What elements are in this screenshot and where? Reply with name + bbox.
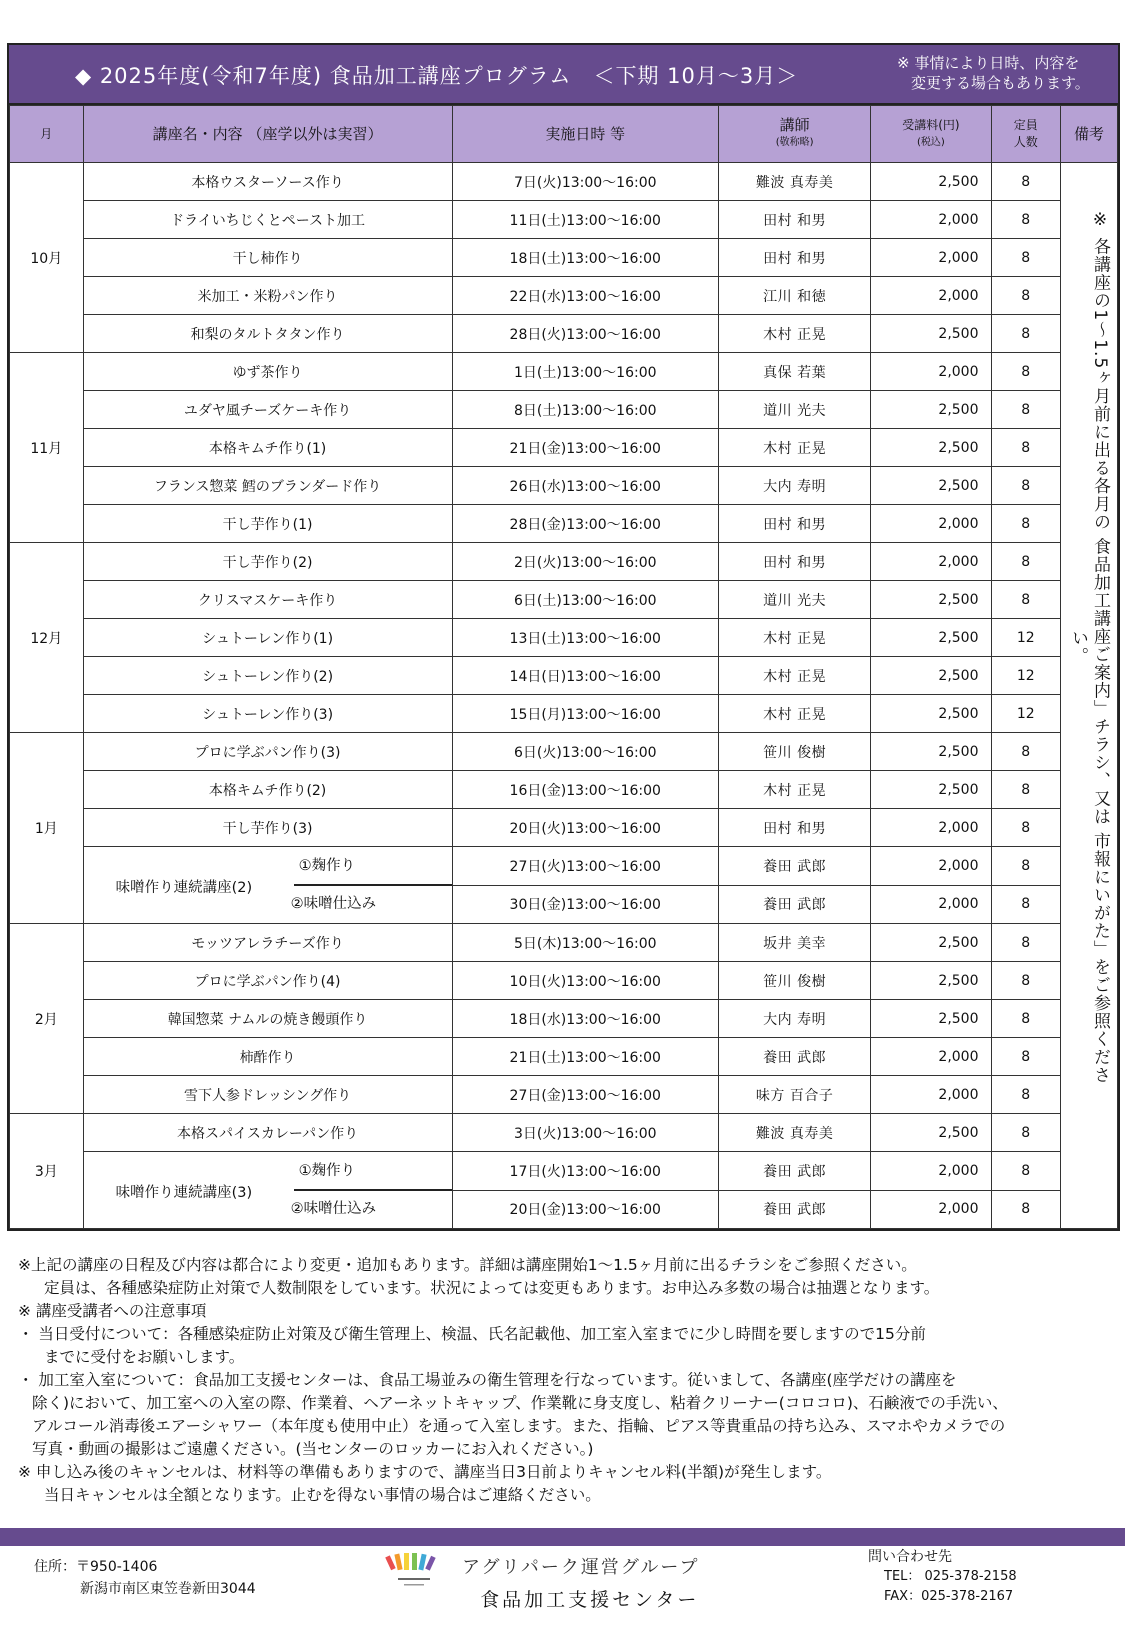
course-name: ゆず茶作り <box>83 353 452 391</box>
course-capacity: 8 <box>991 505 1060 543</box>
course-teacher: 難波 真寿美 <box>718 1114 870 1152</box>
table-row <box>10 353 1118 391</box>
organization-block <box>462 1553 699 1612</box>
course-fee: 2,500 <box>871 771 991 809</box>
course-fee: 2,000 <box>871 353 991 391</box>
month-february: 2月 <box>10 924 84 1114</box>
month-november: 11月 <box>10 353 84 543</box>
course-teacher: 味方 百合子 <box>718 1076 870 1114</box>
course-capacity: 8 <box>991 315 1060 353</box>
table-row <box>10 695 1118 733</box>
note-line: ・ 当日受付について：各種感染症防止対策及び衛生管理上、検温、氏名記載他、加工室入室までに少し時間を要しますので15分前 <box>18 1325 926 1343</box>
course-date: 1日(土)13:00～16:00 <box>452 353 718 391</box>
course-capacity: 8 <box>991 1152 1060 1191</box>
course-teacher: 養田 武郎 <box>718 1190 870 1229</box>
course-capacity: 8 <box>991 277 1060 315</box>
course-capacity: 8 <box>991 885 1060 924</box>
header-fee-sub: (税込) <box>917 137 945 148</box>
course-date: 6日(土)13:00～16:00 <box>452 581 718 619</box>
course-fee: 2,500 <box>871 657 991 695</box>
course-date: 27日(金)13:00～16:00 <box>452 1076 718 1114</box>
course-date: 2日(火)13:00～16:00 <box>452 543 718 581</box>
table-header-row <box>10 106 1118 163</box>
course-fee: 2,500 <box>871 733 991 771</box>
page-title: ◆ 2025年度(令和7年度) 食品加工講座プログラム ＜下期 10月～3月＞ <box>75 64 799 88</box>
course-date: 30日(金)13:00～16:00 <box>452 885 718 924</box>
note-line: ※ 講座受講者への注意事項 <box>18 1302 207 1320</box>
change-notice <box>897 53 1090 93</box>
organization-group: アグリパーク運営グループ <box>462 1557 700 1578</box>
course-teacher: 養田 武郎 <box>718 847 870 886</box>
course-capacity: 8 <box>991 771 1060 809</box>
miso-series-mar <box>84 1152 452 1228</box>
table-row <box>10 619 1118 657</box>
course-fee: 2,000 <box>871 1152 991 1191</box>
course-name: クリスマスケーキ作り <box>83 581 452 619</box>
table-row <box>10 962 1118 1000</box>
course-capacity: 12 <box>991 619 1060 657</box>
contact-block <box>868 1547 1017 1607</box>
note-line: 定員は、各種感染症防止対策で人数制限をしています。状況によっては変更もあります。お申込み多数の場合は抽選となります。 <box>44 1279 940 1297</box>
course-fee: 2,500 <box>871 695 991 733</box>
course-name: 干し芋作り(2) <box>83 543 452 581</box>
table-row <box>10 733 1118 771</box>
course-name: 本格ウスターソース作り <box>83 163 452 201</box>
course-teacher: 養田 武郎 <box>718 1038 870 1076</box>
month-october: 10月 <box>10 163 84 353</box>
header-teacher-sub: (敬称略) <box>775 137 814 148</box>
header-teacher-label: 講師 <box>779 116 810 134</box>
course-fee: 2,500 <box>871 391 991 429</box>
course-name: ①麹作り <box>298 1163 356 1179</box>
course-capacity: 8 <box>991 1190 1060 1229</box>
course-fee: 2,000 <box>871 885 991 924</box>
notes-section <box>18 1254 1113 1507</box>
course-fee: 2,500 <box>871 1000 991 1038</box>
course-fee: 2,500 <box>871 467 991 505</box>
miso-series-cell-jan <box>83 847 452 924</box>
course-teacher: 田村 和男 <box>718 201 870 239</box>
course-date: 5日(木)13:00～16:00 <box>452 924 718 962</box>
course-name: ②味噌仕込み <box>290 1201 377 1217</box>
course-capacity: 8 <box>991 353 1060 391</box>
course-teacher: 難波 真寿美 <box>718 163 870 201</box>
course-teacher: 真保 若葉 <box>718 353 870 391</box>
course-fee: 2,500 <box>871 581 991 619</box>
organization-center: 食品加工支援センター <box>480 1589 700 1611</box>
course-date: 16日(金)13:00～16:00 <box>452 771 718 809</box>
course-name: プロに学ぶパン作り(3) <box>83 733 452 771</box>
course-fee: 2,500 <box>871 924 991 962</box>
table-row <box>10 1076 1118 1114</box>
header-fee-label: 受講料(円) <box>902 118 960 132</box>
course-fee: 2,000 <box>871 847 991 886</box>
change-notice-line2: 変更する場合もあります。 <box>911 74 1090 92</box>
table-row <box>10 1000 1118 1038</box>
course-capacity: 12 <box>991 657 1060 695</box>
course-date: 28日(火)13:00～16:00 <box>452 315 718 353</box>
course-name: モッツアレラチーズ作り <box>83 924 452 962</box>
month-december: 12月 <box>10 543 84 733</box>
table-row <box>10 657 1118 695</box>
address-block <box>34 1556 256 1600</box>
course-teacher: 木村 正晃 <box>718 695 870 733</box>
table-row <box>10 277 1118 315</box>
course-fee: 2,000 <box>871 1190 991 1229</box>
course-fee: 2,000 <box>871 543 991 581</box>
header-remarks: 備考 <box>1060 106 1117 163</box>
course-fee: 2,500 <box>871 619 991 657</box>
course-name: シュトーレン作り(2) <box>83 657 452 695</box>
header-course-name: 講座名・内容 （座学以外は実習） <box>83 106 452 163</box>
table-row <box>10 201 1118 239</box>
course-date: 21日(金)13:00～16:00 <box>452 429 718 467</box>
course-capacity: 8 <box>991 467 1060 505</box>
course-date: 18日(水)13:00～16:00 <box>452 1000 718 1038</box>
course-teacher: 江川 和徳 <box>718 277 870 315</box>
table-row <box>10 239 1118 277</box>
course-teacher: 大内 寿明 <box>718 467 870 505</box>
course-capacity: 8 <box>991 239 1060 277</box>
course-name: ①麹作り <box>298 858 356 874</box>
course-capacity: 8 <box>991 1114 1060 1152</box>
course-capacity: 8 <box>991 1038 1060 1076</box>
miso-series-cell-mar <box>83 1152 452 1229</box>
header-month: 月 <box>10 106 84 163</box>
course-name: フランス惣菜 鱈のブランダード作り <box>83 467 452 505</box>
course-fee: 2,000 <box>871 277 991 315</box>
header-capacity-line2: 人数 <box>1013 135 1038 149</box>
contact-tel: TEL： 025-378-2158 <box>884 1569 1017 1584</box>
course-name: 干し芋作り(1) <box>83 505 452 543</box>
course-teacher: 笹川 俊樹 <box>718 962 870 1000</box>
table-row <box>10 429 1118 467</box>
table-row <box>10 163 1118 201</box>
address-street: 新潟市南区東笠巻新田3044 <box>80 1581 256 1597</box>
header-capacity <box>991 106 1060 163</box>
course-date: 21日(土)13:00～16:00 <box>452 1038 718 1076</box>
course-capacity: 8 <box>991 962 1060 1000</box>
course-name: 干し芋作り(3) <box>83 809 452 847</box>
course-fee: 2,500 <box>871 429 991 467</box>
course-name: プロに学ぶパン作り(4) <box>83 962 452 1000</box>
note-line: 当日キャンセルは全額となります。止むを得ない事情の場合はご連絡ください。 <box>44 1486 601 1504</box>
course-name: 干し柿作り <box>83 239 452 277</box>
month-march: 3月 <box>10 1114 84 1229</box>
course-name: 本格スパイスカレーパン作り <box>83 1114 452 1152</box>
contact-fax: FAX：025-378-2167 <box>884 1589 1014 1604</box>
course-fee: 2,000 <box>871 201 991 239</box>
course-capacity: 8 <box>991 1000 1060 1038</box>
course-capacity: 8 <box>991 924 1060 962</box>
miso-series-label: 味噌作り連続講座(3) <box>115 1185 253 1201</box>
program-sheet <box>7 43 1120 1231</box>
course-date: 20日(火)13:00～16:00 <box>452 809 718 847</box>
course-date: 7日(火)13:00～16:00 <box>452 163 718 201</box>
course-teacher: 大内 寿明 <box>718 1000 870 1038</box>
course-date: 8日(土)13:00～16:00 <box>452 391 718 429</box>
course-date: 26日(水)13:00～16:00 <box>452 467 718 505</box>
course-fee: 2,000 <box>871 505 991 543</box>
course-teacher: 木村 正晃 <box>718 657 870 695</box>
footer-bar <box>0 1528 1125 1546</box>
change-notice-line1: ※ 事情により日時、内容を <box>897 54 1080 72</box>
course-date: 15日(月)13:00～16:00 <box>452 695 718 733</box>
course-teacher: 坂井 美幸 <box>718 924 870 962</box>
course-capacity: 8 <box>991 429 1060 467</box>
miso-series-label: 味噌作り連続講座(2) <box>115 880 253 896</box>
remarks-text: ※ 各講座の1～1.5ヶ月前に出る各月の 食品加工講座ご案内」チラシ、又は 市報にいがた」をご参照ください。 <box>1067 209 1110 1085</box>
course-fee: 2,500 <box>871 1114 991 1152</box>
table-row <box>10 1038 1118 1076</box>
table-row <box>10 581 1118 619</box>
course-fee: 2,500 <box>871 315 991 353</box>
table-row <box>10 809 1118 847</box>
table-row <box>10 771 1118 809</box>
course-name: 和梨のタルトタタン作り <box>83 315 452 353</box>
header-capacity-line1: 定員 <box>1013 118 1038 132</box>
course-teacher: 道川 光夫 <box>718 391 870 429</box>
course-teacher: 木村 正晃 <box>718 429 870 467</box>
course-capacity: 8 <box>991 163 1060 201</box>
course-date: 11日(土)13:00～16:00 <box>452 201 718 239</box>
course-teacher: 田村 和男 <box>718 543 870 581</box>
note-line: ※ 申し込み後のキャンセルは、材料等の準備もありますので、講座当日3日前よりキャンセル料(半額)が発生します。 <box>18 1463 832 1481</box>
course-date: 20日(金)13:00～16:00 <box>452 1190 718 1229</box>
course-name: ドライいちじくとペースト加工 <box>83 201 452 239</box>
course-name: 雪下人参ドレッシング作り <box>83 1076 452 1114</box>
remarks-cell <box>1060 163 1117 1229</box>
header-date: 実施日時 等 <box>452 106 718 163</box>
course-date: 28日(金)13:00～16:00 <box>452 505 718 543</box>
course-teacher: 田村 和男 <box>718 505 870 543</box>
course-teacher: 木村 正晃 <box>718 771 870 809</box>
course-capacity: 8 <box>991 1076 1060 1114</box>
note-line: アルコール消毒後エアーシャワー（本年度も使用中止）を通って入室します。また、指輪、ピアス等貴重品の持ち込み、スマホやカメラでの <box>32 1417 1006 1435</box>
course-teacher: 田村 和男 <box>718 809 870 847</box>
course-capacity: 8 <box>991 581 1060 619</box>
course-name: ユダヤ風チーズケーキ作り <box>83 391 452 429</box>
course-teacher: 笹川 俊樹 <box>718 733 870 771</box>
table-row <box>10 924 1118 962</box>
course-name: シュトーレン作り(1) <box>83 619 452 657</box>
course-name: ②味噌仕込み <box>290 896 377 912</box>
course-date: 17日(火)13:00～16:00 <box>452 1152 718 1191</box>
title-bar <box>9 45 1118 105</box>
course-name: 韓国惣菜 ナムルの焼き饅頭作り <box>83 1000 452 1038</box>
miso-series-jan <box>84 847 452 923</box>
course-capacity: 12 <box>991 695 1060 733</box>
miso-series-divider <box>294 1189 452 1191</box>
course-fee: 2,000 <box>871 239 991 277</box>
course-teacher: 田村 和男 <box>718 239 870 277</box>
course-date: 3日(火)13:00～16:00 <box>452 1114 718 1152</box>
course-capacity: 8 <box>991 391 1060 429</box>
course-date: 14日(日)13:00～16:00 <box>452 657 718 695</box>
agripark-logo-icon <box>384 1550 444 1600</box>
course-date: 6日(火)13:00～16:00 <box>452 733 718 771</box>
table-row <box>10 543 1118 581</box>
course-capacity: 8 <box>991 201 1060 239</box>
course-name: 本格キムチ作り(2) <box>83 771 452 809</box>
course-name: シュトーレン作り(3) <box>83 695 452 733</box>
table-row <box>10 315 1118 353</box>
course-name: 本格キムチ作り(1) <box>83 429 452 467</box>
course-fee: 2,500 <box>871 962 991 1000</box>
note-line: 除く)において、加工室への入室の際、作業着、ヘアーネットキャップ、作業靴に身支度し、粘着クリーナー(コロコロ)、石鹸液での手洗い、 <box>32 1394 1008 1412</box>
course-fee: 2,000 <box>871 1038 991 1076</box>
table-row <box>10 1114 1118 1152</box>
table-row <box>10 467 1118 505</box>
course-teacher: 道川 光夫 <box>718 581 870 619</box>
course-date: 13日(土)13:00～16:00 <box>452 619 718 657</box>
course-teacher: 木村 正晃 <box>718 619 870 657</box>
course-date: 10日(火)13:00～16:00 <box>452 962 718 1000</box>
note-line: 写真・動画の撮影はご遠慮ください。(当センターのロッカーにお入れください。) <box>32 1440 594 1458</box>
note-line: までに受付をお願いします。 <box>44 1348 245 1366</box>
course-fee: 2,000 <box>871 809 991 847</box>
address-postal: 住所：〒950-1406 <box>34 1559 158 1575</box>
table-row <box>10 1152 1118 1191</box>
table-row <box>10 847 1118 886</box>
course-date: 22日(水)13:00～16:00 <box>452 277 718 315</box>
course-date: 27日(火)13:00～16:00 <box>452 847 718 886</box>
course-fee: 2,000 <box>871 1076 991 1114</box>
note-line: ・ 加工室入室について：食品加工支援センターは、食品工場並みの衛生管理を行なっています。従いまして、各講座(座学だけの講座を <box>18 1371 957 1389</box>
course-capacity: 8 <box>991 809 1060 847</box>
header-fee <box>871 106 991 163</box>
course-teacher: 養田 武郎 <box>718 885 870 924</box>
course-teacher: 養田 武郎 <box>718 1152 870 1191</box>
note-line: ※上記の講座の日程及び内容は都合により変更・追加もあります。詳細は講座開始1～1.5ヶ月前に出るチラシをご参照ください。 <box>18 1256 917 1274</box>
course-date: 18日(土)13:00～16:00 <box>452 239 718 277</box>
course-name: 米加工・米粉パン作り <box>83 277 452 315</box>
program-table <box>9 105 1118 1229</box>
table-row <box>10 505 1118 543</box>
course-teacher: 木村 正晃 <box>718 315 870 353</box>
table-row <box>10 391 1118 429</box>
contact-title: 問い合わせ先 <box>868 1549 952 1565</box>
miso-series-divider <box>294 884 452 886</box>
course-capacity: 8 <box>991 543 1060 581</box>
course-capacity: 8 <box>991 733 1060 771</box>
course-fee: 2,500 <box>871 163 991 201</box>
month-january: 1月 <box>10 733 84 924</box>
course-name: 柿酢作り <box>83 1038 452 1076</box>
course-capacity: 8 <box>991 847 1060 886</box>
header-teacher <box>718 106 870 163</box>
